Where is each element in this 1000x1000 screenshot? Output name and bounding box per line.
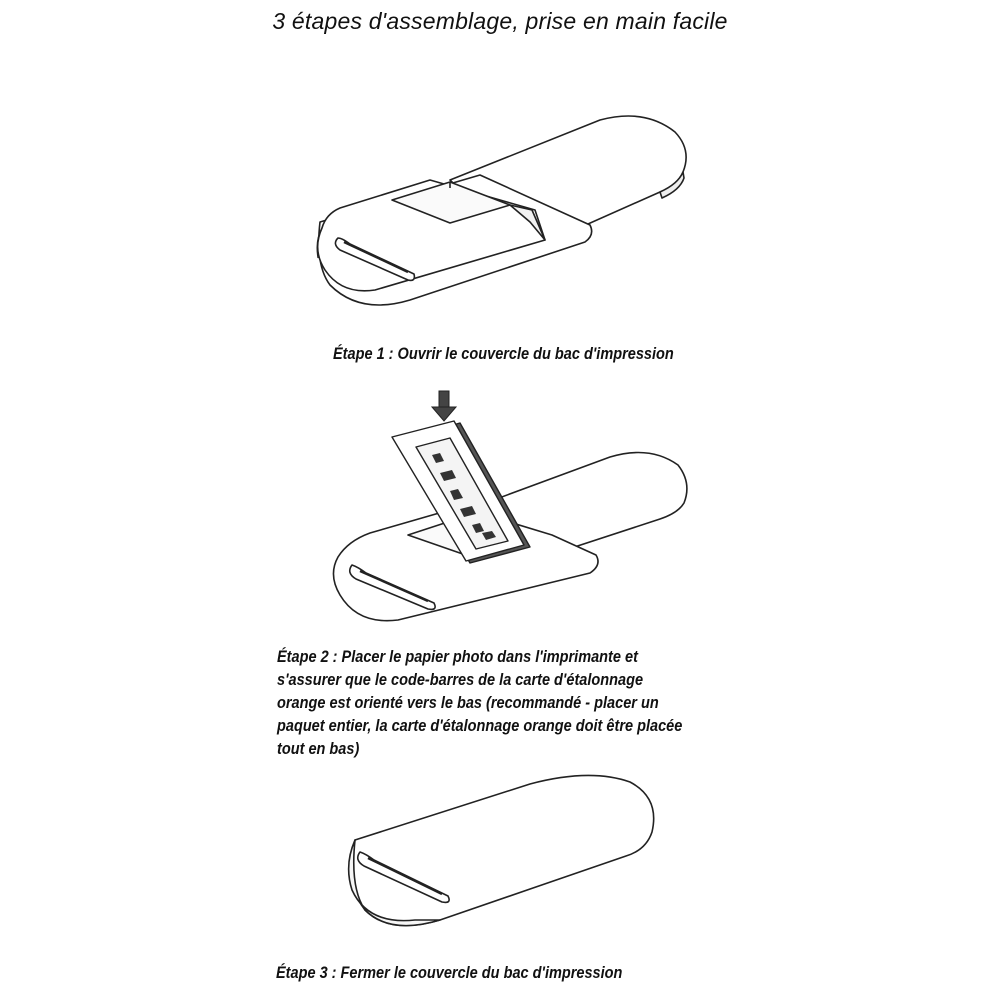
printer-tray-open-illustration	[300, 110, 700, 320]
printer-closed-illustration	[330, 770, 690, 945]
step-2-caption-line: s'assurer que le code-barres de la carte d'étalonnage	[277, 671, 644, 689]
photo-paper-insert-illustration	[320, 385, 700, 635]
step-2-caption-line: Étape 2 : Placer le papier photo dans l'imprimante et	[277, 648, 638, 666]
step-2-caption-line: orange est orienté vers le bas (recommandé - placer un	[277, 694, 659, 712]
step-1-caption: Étape 1 : Ouvrir le couvercle du bac d'impression	[333, 345, 674, 363]
page-title: 3 étapes d'assemblage, prise en main facile	[272, 8, 728, 34]
step-3-caption: Étape 3 : Fermer le couvercle du bac d'impression	[276, 964, 623, 982]
step-2-caption-line: paquet entier, la carte d'étalonnage orange doit être placée	[277, 717, 683, 735]
step-2-caption	[277, 646, 682, 761]
step-2-caption-line: tout en bas)	[277, 740, 360, 758]
